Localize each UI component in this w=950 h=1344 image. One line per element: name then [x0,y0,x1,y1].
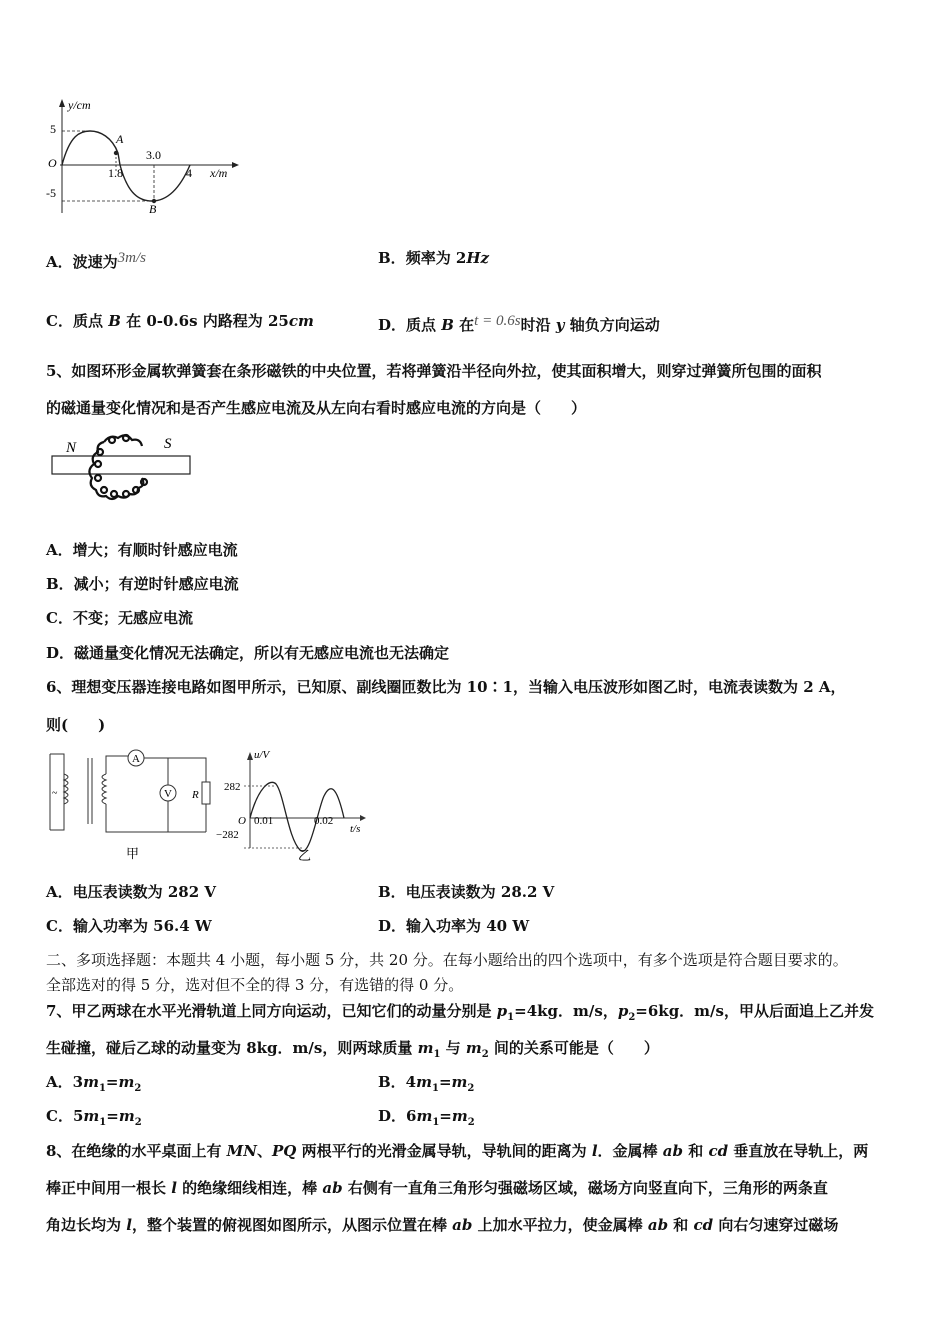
q8-mn: MN [226,1142,257,1160]
q7-d-m1: m [416,1107,433,1125]
q7-a-eq: = [105,1073,119,1091]
q7-p2-sub: 2 [628,1012,636,1023]
q8-l-1: l [591,1142,598,1160]
q8-cd-2: cd [693,1216,714,1234]
wave-x-label: x/m [210,166,228,180]
fig-yi-label: 乙 [298,848,312,863]
q5-option-c[interactable]: C．不变；无感应电流 [46,609,193,627]
q4-option-c-text-pre: 质点 [72,312,109,330]
q7-option-c[interactable] [46,1106,142,1133]
q7-a-pre: A．3 [46,1073,84,1091]
graph-m282: −282 [216,829,239,841]
q7-l2-b: 与 [440,1039,466,1057]
q8-l1-f: 垂直放在导轨上，两 [728,1142,869,1160]
wave-y-label: y/cm [68,98,91,112]
q5-option-a[interactable]: A．增大；有顺时针感应电流 [46,541,238,559]
magnet-spring-figure [48,430,198,505]
voltmeter-label: V [164,788,172,800]
transformer-figure [44,748,374,866]
q8-l-2: l [171,1179,177,1197]
q4-option-d-formula: t = 0.6s [474,313,521,329]
q7-c-sub1: 1 [99,1117,107,1128]
q4-option-b-unit: Hz [466,249,490,267]
q6-stem-line2: 则( ) [46,716,106,734]
q4-option-d-label: D． [378,316,407,334]
magnet-n: N [66,440,77,456]
q7-l2-a: 生碰撞，碰后乙球的动量变为 8kg．m/s，则两球质量 [46,1039,418,1057]
circuit-jia [50,750,210,832]
q4-option-a-formula: 3m/s [117,250,146,266]
q8-l2-c: 右侧有一直角三角形匀强磁场区域，磁场方向竖直向下，三角形的两条直 [342,1179,828,1197]
q7-l1-b: =4kg．m/s， [514,1002,618,1020]
q4-option-d-text-post2: 轴负方向运动 [564,316,660,334]
q6-option-b[interactable]: B．电压表读数为 28.2 V [378,883,555,901]
q7-d-pre: D．6 [378,1107,417,1125]
q7-b-sub1: 1 [432,1083,439,1094]
q7-option-d[interactable] [378,1106,475,1133]
wave-y-neg: -5 [46,186,56,200]
q7-l2-c: 间的关系可能是（ ） [488,1039,659,1057]
q4-option-c-var: B [108,312,121,330]
q8-l2-b: 的绝缘细线相连，棒 [176,1179,323,1197]
q7-a-m1: m [83,1073,99,1091]
graph-origin: O [238,815,246,827]
q7-b-m2: m [451,1073,468,1091]
q7-a-m2: m [118,1073,135,1091]
q8-ab-3: ab [452,1216,473,1234]
q4-option-a[interactable] [46,248,146,272]
q7-b-sub2: 2 [467,1083,475,1094]
q8-l1-d: ．金属棒 [597,1142,663,1160]
q4-option-a-text: 波速为 [72,253,118,271]
q4-option-d-text-pre: 质点 [406,316,442,334]
q7-d-m2: m [451,1107,468,1125]
q7-m1: m [417,1039,434,1057]
q5-stem-line2: 的磁通量变化情况和是否产生感应电流及从左向右看时感应电流的方向是（ ） [46,399,587,417]
wave-point-b: B [149,202,157,216]
q7-stem-line1 [46,1001,874,1028]
ac-source-icon: ~ [52,788,58,799]
q4-option-d[interactable] [378,311,660,335]
q8-l-3: l [126,1216,132,1234]
q8-stem-line2 [46,1178,828,1198]
q7-m2-sub: 2 [481,1049,489,1060]
q8-l1-a: 8、在绝缘的水平桌面上有 [46,1142,227,1160]
q5-stem-line1: 5、如图环形金属软弹簧套在条形磁铁的中央位置，若将弹簧沿半径向外拉，使其面积增大，则穿过弹簧所包围的面积 [46,362,822,380]
q7-c-pre: C．5 [46,1107,84,1125]
q4-option-a-label: A． [46,253,73,271]
graph-001: 0.01 [254,815,274,827]
graph-u-label: u/V [254,749,270,761]
q4-option-c-unit: cm [288,312,314,330]
q4-option-b-text: 频率为 2 [405,249,467,267]
q4-option-d-var: B [441,316,454,334]
q7-c-m1: m [83,1107,100,1125]
q7-a-sub1: 1 [98,1083,106,1094]
q7-l1-a: 7、甲乙两球在水平光滑轨道上同方向运动，已知它们的动量分别是 [46,1002,497,1020]
q8-l1-c: 两根平行的光滑金属导轨，导轨间的距离为 [296,1142,592,1160]
q7-option-b[interactable] [378,1072,474,1099]
q7-b-pre: B．4 [378,1073,417,1091]
q8-cd-1: cd [708,1142,729,1160]
q7-l1-c: =6kg．m/s，甲从后面追上乙并发 [635,1002,874,1020]
magnet-s: S [164,436,172,452]
q8-ab-1: ab [662,1142,683,1160]
wave-tick-18: 1.8 [108,166,123,180]
q8-l1-b: 、 [257,1142,273,1160]
wave-origin: O [48,156,57,170]
q8-l3-c: 上加水平拉力，使金属棒 [472,1216,648,1234]
q7-p1-sub: 1 [507,1012,515,1023]
graph-282: 282 [224,781,241,793]
voltage-graph [244,752,366,851]
q4-option-b[interactable] [378,248,489,268]
q7-d-sub2: 2 [467,1117,475,1128]
q4-option-c-text-mid: 在 0-0.6s 内路程为 25 [120,312,289,330]
resistor-label: R [192,789,199,801]
graph-t-label: t/s [350,823,361,835]
q4-option-c-label: C． [46,312,73,330]
q7-d-eq: = [439,1107,452,1125]
q5-option-b[interactable]: B．减小；有逆时针感应电流 [46,575,239,593]
q8-stem-line3 [46,1215,838,1235]
q4-option-c[interactable] [46,311,314,331]
q8-l3-d: 和 [668,1216,694,1234]
q8-l3-a: 角边长均为 [46,1216,127,1234]
q7-c-m2: m [118,1107,135,1125]
q8-l2-a: 棒正中间用一根长 [46,1179,172,1197]
q4-option-d-text-post1: 时沿 [520,316,556,334]
q4-option-d-text-mid: 在 [453,316,475,334]
q7-p2: p [617,1002,629,1020]
q4-option-d-var2: y [555,316,565,334]
q7-c-eq: = [106,1107,119,1125]
q8-l3-e: 向右匀速穿过磁场 [713,1216,839,1234]
wave-tick-4: 4 [186,166,192,180]
graph-002: 0.02 [314,815,334,827]
wave-tick-30: 3.0 [146,148,161,162]
wave-figure [40,95,250,220]
q6-option-c[interactable]: C．输入功率为 56.4 W [46,917,212,935]
q8-l1-e: 和 [682,1142,709,1160]
section2-line2: 全部选对的得 5 分，选对但不全的得 3 分，有选错的得 0 分。 [46,976,464,994]
section2-line1: 二、多项选择题：本题共 4 小题，每小题 5 分，共 20 分。在每小题给出的四个选项中，有多个选项是符合题目要求的。 [46,951,848,969]
q7-m2: m [465,1039,482,1057]
fig-jia-label: 甲 [126,846,140,861]
q7-stem-line2 [46,1038,659,1065]
q6-option-d[interactable]: D．输入功率为 40 W [378,917,530,935]
q4-option-b-label: B． [378,249,406,267]
spring-coil [89,435,147,499]
q7-p1: p [496,1002,508,1020]
ammeter-label: A [132,753,140,765]
bar-magnet [52,456,190,474]
q8-ab-2: ab [322,1179,343,1197]
q6-option-a[interactable]: A．电压表读数为 282 V [46,883,217,901]
q7-c-sub2: 2 [134,1117,142,1128]
q7-b-m1: m [416,1073,432,1091]
point-a-dot [114,151,118,155]
q7-m1-sub: 1 [433,1049,441,1060]
q7-a-sub2: 2 [134,1083,142,1094]
q6-stem-line1: 6、理想变压器连接电路如图甲所示，已知原、副线圈匝数比为 10∶1，当输入电压波形如图乙时，电流表读数为 2 A， [46,678,846,696]
q7-b-eq: = [438,1073,452,1091]
q8-l3-b: ，整个装置的俯视图如图所示，从图示位置在棒 [131,1216,453,1234]
wave-y-pos: 5 [50,122,56,136]
q8-stem-line1 [46,1141,868,1161]
q7-d-sub1: 1 [432,1117,440,1128]
q8-pq: PQ [272,1142,297,1160]
q7-option-a[interactable] [46,1072,141,1099]
q8-ab-4: ab [647,1216,669,1234]
q5-option-d[interactable]: D．磁通量变化情况无法确定，所以有无感应电流也无法确定 [46,644,450,662]
wave-point-a: A [116,132,124,146]
